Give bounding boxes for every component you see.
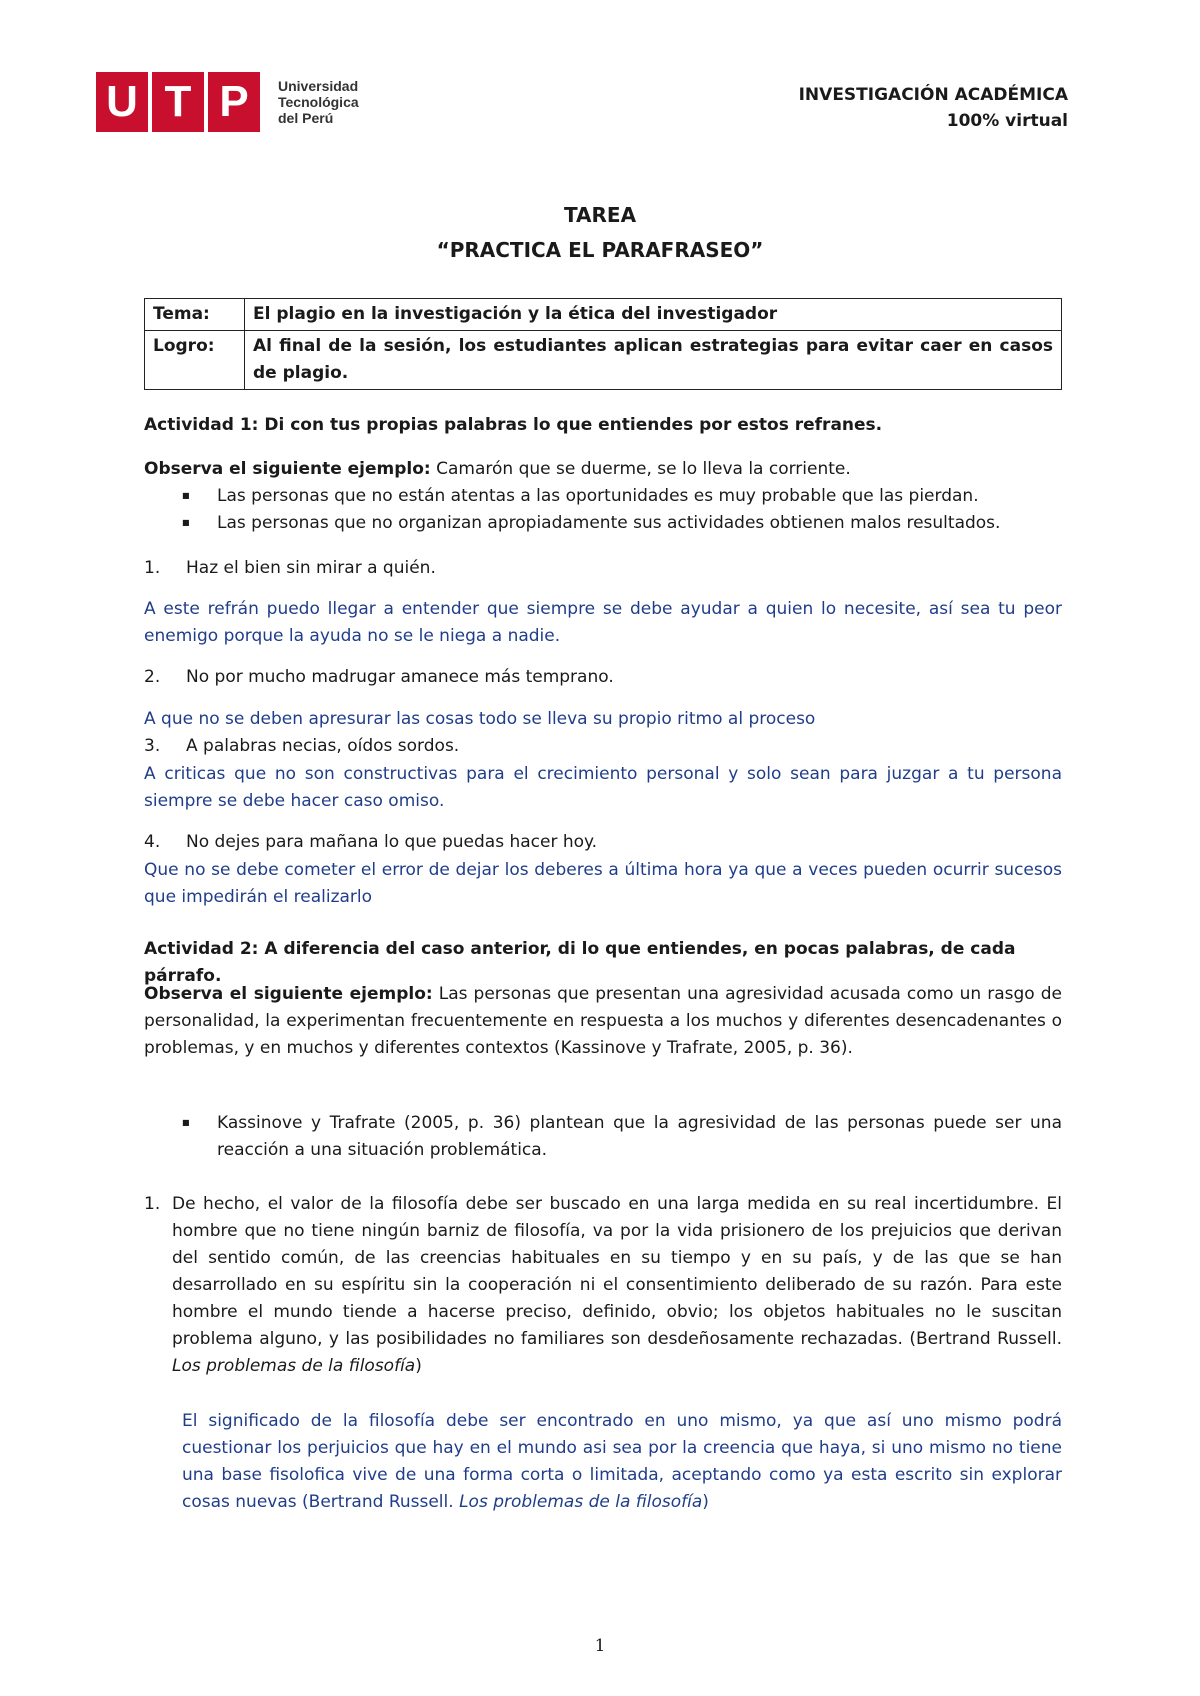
answer-text: A criticas que no son constructivas para el crecimiento personal y solo sean para juzgar a tu persona siempre se debe hacer caso omiso.: [144, 764, 1062, 811]
saying-text: No por mucho madrugar amanece más temprano.: [186, 667, 614, 687]
logro-label: Logro:: [145, 331, 245, 390]
saying-text: Haz el bien sin mirar a quién.: [186, 558, 436, 578]
bullet-icon: ■: [182, 491, 190, 500]
logo-university-name: Universidad Tecnológica del Perú: [278, 78, 359, 126]
table-row: [145, 299, 1062, 331]
list-item: Las personas que no organizan apropiadamente sus actividades obtienen malos resultados.: [217, 513, 1001, 533]
page-title: TAREA: [563, 203, 637, 227]
item-number: 4.: [144, 832, 161, 852]
logo-letter-t: T: [152, 72, 204, 132]
table-row: [145, 331, 1062, 390]
answer-text: Que no se debe cometer el error de dejar los deberes a última hora ya que a veces pueden ocurrir sucesos que impedirán el realizarlo: [144, 860, 1062, 907]
logro-value: Al final de la sesión, los estudiantes aplican estrategias para evitar caer en casos de plagio.: [245, 331, 1062, 390]
tema-label: Tema:: [145, 299, 245, 331]
info-table: [144, 298, 1062, 390]
activity2-example: [144, 981, 1062, 1062]
activity1-heading: Actividad 1: Di con tus propias palabras lo que entiendes por estos refranes.: [144, 415, 883, 435]
list-item: Kassinove y Trafrate (2005, p. 36) plantean que la agresividad de las personas puede ser una reacción a una situación problemática.: [217, 1113, 1062, 1160]
activity2-heading: Actividad 2: A diferencia del caso anterior, di lo que entiendes, en pocas palabras, de cada párrafo.: [144, 939, 1016, 986]
item-number: 3.: [144, 736, 161, 756]
logo-letter-p: P: [208, 72, 260, 132]
tema-value: El plagio en la investigación y la ética del investigador: [245, 299, 1062, 331]
bullet-icon: ■: [182, 1118, 190, 1127]
example-text: Camarón que se duerme, se lo lleva la corriente.: [430, 459, 851, 479]
answer-text: A que no se deben apresurar las cosas todo se lleva su propio ritmo al proceso: [144, 709, 816, 729]
page-subtitle: “PRACTICA EL PARAFRASEO”: [436, 238, 764, 262]
page-number: 1: [594, 1636, 606, 1656]
course-mode: 100% virtual: [946, 111, 1068, 131]
answer-paragraph: El significado de la filosofía debe ser encontrado en uno mismo, ya que así uno mismo podrá cuestionar los perjuicios que hay en el mundo asi sea por la creencia que haya, si uno mismo no tiene una base fisolofica vive de una forma corta o limitada, aceptando como ya esta escrito sin explorar cosas nuevas (Bertrand Russell. Los problemas de la filosofía): [182, 1411, 1062, 1512]
saying-text: A palabras necias, oídos sordos.: [186, 736, 460, 756]
example-text: Las personas que presentan una agresividad acusada como un rasgo de personalidad, la experimentan frecuentemente en respuesta a los muchos y diferentes desencadenantes o problemas, y en muchos y diferentes contextos (Kassinove y Trafrate, 2005, p. 36).: [144, 984, 1063, 1058]
saying-text: No dejes para mañana lo que puedas hacer hoy.: [186, 832, 598, 852]
example-label: Observa el siguiente ejemplo:: [144, 459, 431, 479]
item-number: 2.: [144, 667, 161, 687]
answer-text: A este refrán puedo llegar a entender que siempre se debe ayudar a quien lo necesite, así sea tu peor enemigo porque la ayuda no se le niega a nadie.: [144, 599, 1062, 646]
list-item: Las personas que no están atentas a las oportunidades es muy probable que las pierdan.: [217, 486, 979, 506]
quote-paragraph: De hecho, el valor de la filosofía debe ser buscado en una larga medida en su real incertidumbre. El hombre que no tiene ningún barniz de filosofía, va por la vida prisionero de los prejuicios que derivan del sentido común, de las creencias habituales en su tiempo y en su país, y de las que se han desarrollado en su espíritu sin la cooperación ni el consentimiento deliberado de su razón. Para este hombre el mundo tiende a hacerse preciso, definido, obvio; los objetos habituales no le suscitan problema alguno, y las posibilidades no familiares son desdeñosamente rechazadas. (Bertrand Russell. Los problemas de la filosofía): [172, 1194, 1062, 1376]
book-title: Los problemas de la filosofía: [459, 1492, 703, 1512]
utp-logo: [96, 72, 359, 132]
book-title: Los problemas de la filosofía: [172, 1356, 416, 1376]
logo-letter-u: U: [96, 72, 148, 132]
item-number: 1.: [144, 1194, 161, 1214]
page-header: [799, 82, 1068, 134]
course-name: INVESTIGACIÓN ACADÉMICA: [798, 85, 1068, 105]
bullet-icon: ■: [182, 518, 190, 527]
example-label: Observa el siguiente ejemplo:: [144, 984, 433, 1004]
activity1-example: [144, 456, 1062, 483]
item-number: 1.: [144, 558, 161, 578]
